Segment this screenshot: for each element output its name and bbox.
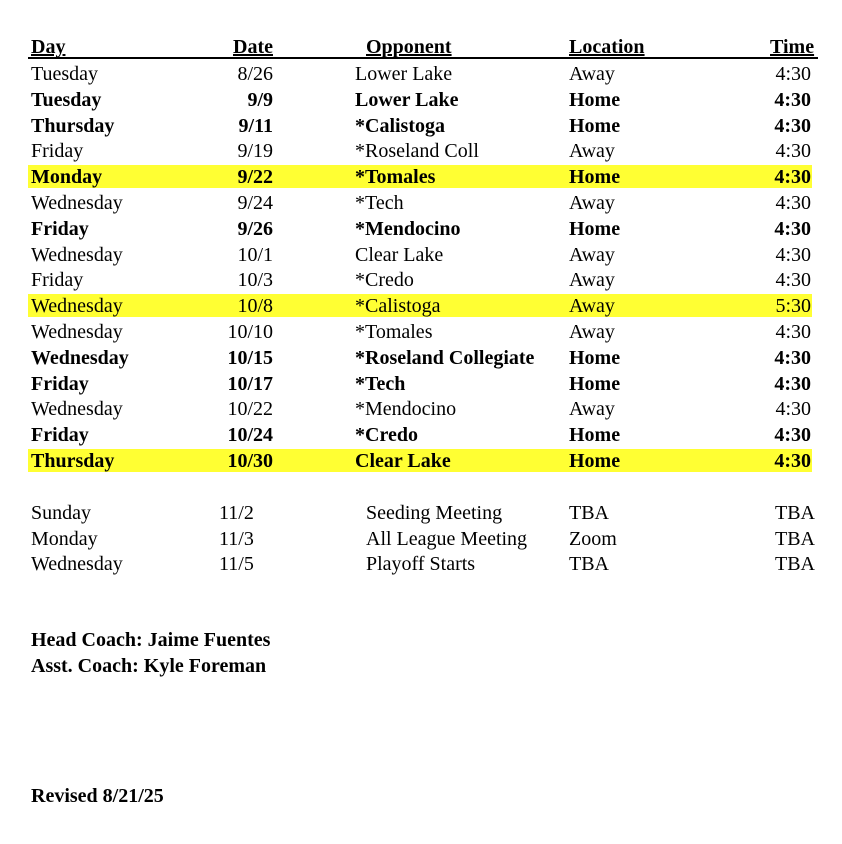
cell-opponent: *Calistoga — [355, 295, 441, 318]
cell-date: 9/24 — [237, 192, 273, 214]
cell-location: Home — [569, 424, 621, 447]
cell-date: 10/10 — [227, 321, 273, 343]
cell-date: 9/11 — [238, 114, 273, 137]
table-row — [0, 319, 842, 345]
cell-opponent: *Tomales — [355, 166, 436, 189]
cell-date: 9/22 — [237, 166, 273, 189]
cell-date: 9/19 — [237, 140, 273, 163]
table-row — [0, 345, 842, 371]
cell-location: Zoom — [569, 527, 617, 550]
cell-time: 4:30 — [774, 166, 811, 189]
cell-time: 5:30 — [775, 295, 811, 318]
cell-location: TBA — [569, 502, 609, 524]
cell-day: Friday — [31, 372, 89, 395]
table-row — [0, 422, 842, 448]
cell-opponent: *Mendocino — [355, 217, 461, 240]
header-opponent: Opponent — [366, 36, 452, 58]
cell-opponent: *Tech — [355, 192, 404, 214]
cell-day: Monday — [31, 166, 103, 189]
cell-date: 11/2 — [219, 502, 254, 524]
cell-day: Friday — [31, 217, 89, 240]
cell-time: 4:30 — [774, 424, 811, 447]
cell-opponent: Seeding Meeting — [366, 502, 503, 524]
cell-opponent: *Tech — [355, 372, 406, 395]
cell-day: Thursday — [31, 114, 115, 137]
cell-opponent: *Credo — [355, 269, 414, 292]
cell-time: 4:30 — [775, 63, 811, 85]
header-date: Date — [233, 36, 273, 58]
cell-opponent: *Roseland Coll — [355, 140, 479, 163]
cell-day: Thursday — [31, 450, 115, 472]
cell-opponent: All League Meeting — [366, 527, 528, 550]
cell-location: Home — [569, 372, 621, 395]
cell-location: Home — [569, 166, 621, 189]
cell-time: 4:30 — [774, 114, 811, 137]
cell-day: Wednesday — [31, 553, 123, 575]
cell-opponent: *Tomales — [355, 321, 433, 343]
table-row — [0, 396, 842, 422]
revised-date: Revised 8/21/25 — [31, 785, 164, 807]
cell-location: Away — [569, 140, 615, 163]
cell-date: 11/3 — [219, 527, 254, 550]
cell-day: Wednesday — [31, 192, 123, 214]
head-coach: Head Coach: Jaime Fuentes — [31, 629, 271, 651]
cell-location: Away — [569, 269, 615, 292]
cell-time: 4:30 — [774, 88, 811, 111]
table-row — [0, 371, 842, 397]
cell-location: Away — [569, 295, 615, 318]
table-row — [0, 448, 842, 474]
cell-opponent: *Mendocino — [355, 398, 457, 421]
cell-location: Away — [569, 243, 615, 266]
cell-date: 11/5 — [219, 553, 254, 575]
cell-day: Wednesday — [31, 398, 123, 421]
cell-time: 4:30 — [775, 269, 811, 292]
cell-day: Wednesday — [31, 243, 123, 266]
cell-location: Away — [569, 192, 615, 214]
cell-time: TBA — [775, 527, 815, 550]
cell-location: Home — [569, 88, 621, 111]
cell-day: Friday — [31, 269, 84, 292]
cell-date: 10/17 — [227, 372, 273, 395]
cell-date: 9/26 — [237, 217, 273, 240]
table-row — [0, 164, 842, 190]
table-row — [0, 293, 842, 319]
cell-opponent: Lower Lake — [355, 88, 459, 111]
cell-opponent: *Calistoga — [355, 114, 445, 137]
cell-time: 4:30 — [774, 450, 811, 472]
cell-date: 10/15 — [227, 346, 273, 369]
cell-day: Sunday — [31, 502, 91, 524]
cell-day: Wednesday — [31, 321, 123, 343]
table-row — [0, 113, 842, 139]
cell-date: 10/30 — [227, 450, 273, 472]
cell-date: 10/1 — [237, 243, 273, 266]
cell-time: 4:30 — [774, 346, 811, 369]
cell-location: Home — [569, 346, 621, 369]
cell-location: Home — [569, 217, 621, 240]
table-row — [0, 267, 842, 293]
cell-location: Away — [569, 63, 615, 85]
cell-time: 4:30 — [775, 321, 811, 343]
cell-day: Tuesday — [31, 88, 102, 111]
cell-opponent: *Roseland Collegiate — [355, 346, 535, 369]
cell-time: 4:30 — [775, 140, 811, 163]
cell-date: 8/26 — [237, 63, 273, 85]
cell-date: 10/8 — [237, 295, 273, 318]
cell-date: 10/22 — [227, 398, 273, 421]
cell-day: Wednesday — [31, 295, 123, 318]
header-rule — [28, 57, 818, 59]
cell-day: Friday — [31, 140, 84, 163]
cell-time: TBA — [775, 553, 815, 575]
table-row — [0, 87, 842, 113]
cell-opponent: Playoff Starts — [366, 553, 476, 575]
cell-time: 4:30 — [775, 192, 811, 214]
table-row — [0, 138, 842, 164]
event-row — [0, 526, 842, 552]
cell-date: 9/9 — [247, 88, 273, 111]
event-row — [0, 551, 842, 577]
cell-time: 4:30 — [775, 398, 811, 421]
cell-day: Tuesday — [31, 63, 99, 85]
header-location: Location — [569, 36, 645, 58]
cell-location: Away — [569, 321, 615, 343]
cell-date: 10/3 — [237, 269, 273, 292]
cell-day: Friday — [31, 424, 89, 447]
cell-time: 4:30 — [774, 217, 811, 240]
cell-opponent: *Credo — [355, 424, 418, 447]
table-row — [0, 190, 842, 216]
cell-time: 4:30 — [774, 372, 811, 395]
cell-day: Wednesday — [31, 346, 129, 369]
cell-opponent: Clear Lake — [355, 450, 451, 472]
cell-time: TBA — [775, 502, 815, 524]
cell-opponent: Clear Lake — [355, 243, 444, 266]
assistant-coach: Asst. Coach: Kyle Foreman — [31, 655, 267, 677]
cell-location: Away — [569, 398, 615, 421]
cell-date: 10/24 — [227, 424, 273, 447]
table-row — [0, 216, 842, 242]
cell-opponent: Lower Lake — [355, 63, 453, 85]
header-time: Time — [770, 36, 815, 58]
event-row — [0, 500, 842, 526]
cell-location: Home — [569, 450, 621, 472]
cell-location: Home — [569, 114, 621, 137]
table-row — [0, 242, 842, 268]
cell-location: TBA — [569, 553, 609, 575]
header-day: Day — [31, 36, 66, 58]
table-row — [0, 61, 842, 87]
cell-day: Monday — [31, 527, 98, 550]
cell-time: 4:30 — [775, 243, 811, 266]
